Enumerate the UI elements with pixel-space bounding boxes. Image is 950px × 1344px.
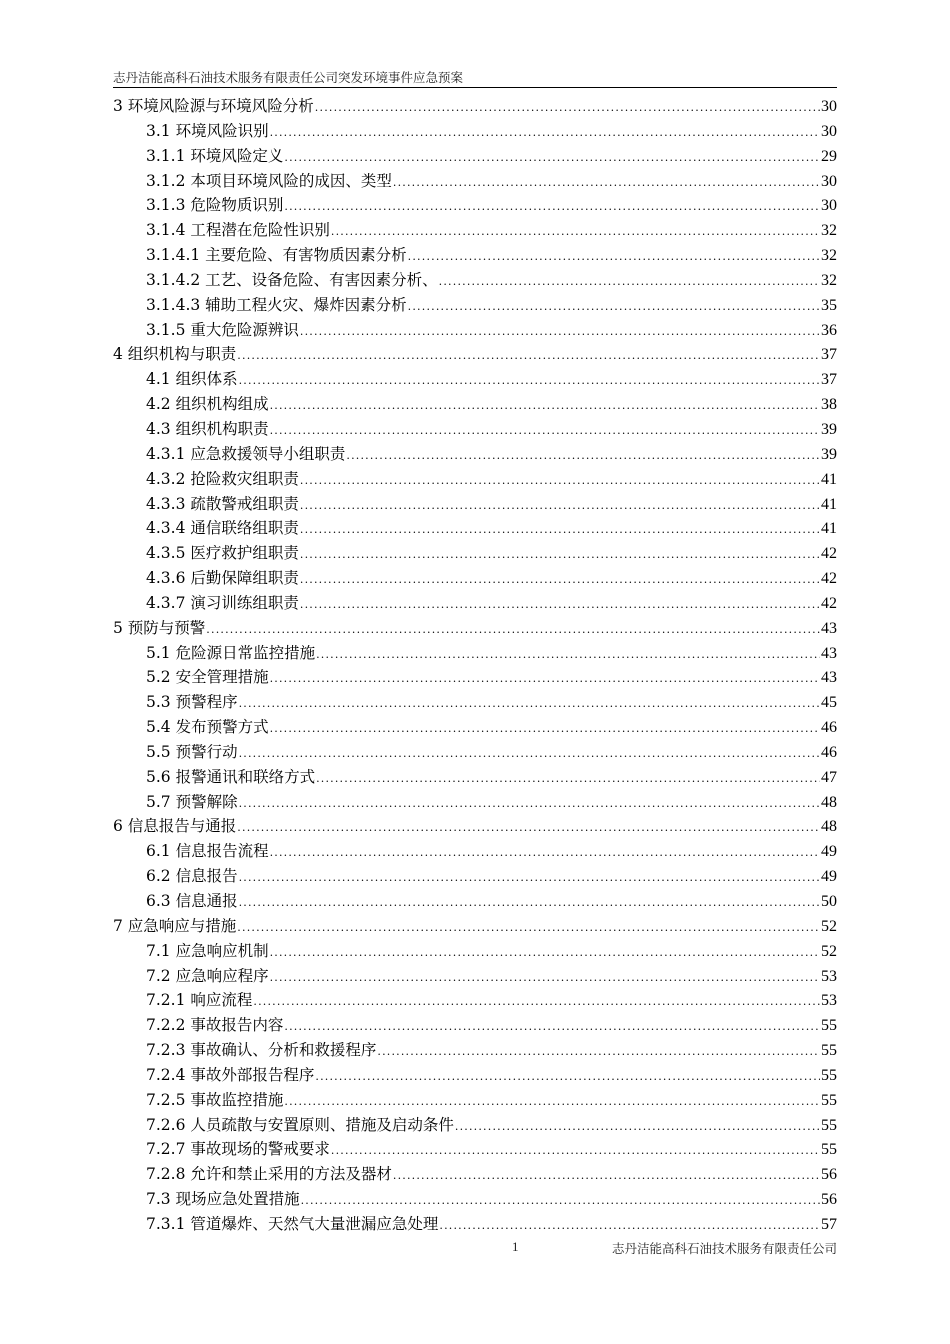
toc-dot-leader: [239, 866, 820, 891]
toc-entry[interactable]: [113, 814, 837, 839]
toc-entry-title: 5.5 预警行动: [146, 742, 238, 761]
toc-entry[interactable]: [113, 218, 837, 243]
toc-entry[interactable]: [113, 1162, 837, 1187]
toc-dot-leader: [300, 568, 820, 593]
toc-dot-leader: [239, 742, 820, 767]
toc-entry[interactable]: [113, 1137, 837, 1162]
toc-entry-page: 29: [821, 147, 837, 165]
toc-dot-leader: [270, 419, 820, 444]
toc-entry-page: 47: [821, 768, 837, 786]
toc-entry[interactable]: [113, 144, 837, 169]
toc-entry-page: 41: [821, 520, 837, 538]
toc-dot-leader: [239, 792, 820, 817]
toc-dot-leader: [300, 469, 820, 494]
toc-entry-title: 6.2 信息报告: [146, 867, 238, 886]
toc-entry[interactable]: [113, 417, 837, 442]
toc-dot-leader: [408, 245, 820, 270]
toc-entry-title: 4.3.3 疏散警戒组职责: [146, 494, 299, 513]
toc-entry[interactable]: [113, 318, 837, 343]
toc-entry-page: 30: [821, 172, 837, 190]
toc-entry-page: 41: [821, 495, 837, 513]
toc-entry-page: 32: [821, 222, 837, 240]
toc-entry[interactable]: [113, 367, 837, 392]
toc-entry[interactable]: [113, 765, 837, 790]
toc-entry-page: 38: [821, 396, 837, 414]
toc-entry-page: 30: [821, 197, 837, 215]
toc-dot-leader: [315, 96, 820, 121]
toc-dot-leader: [284, 1015, 820, 1040]
toc-entry-title: 4.1 组织体系: [146, 370, 238, 389]
toc-entry-page: 32: [821, 271, 837, 289]
toc-entry-page: 37: [821, 371, 837, 389]
toc-dot-leader: [237, 916, 820, 941]
toc-dot-leader: [300, 518, 820, 543]
toc-entry-title: 5 预防与预警: [113, 618, 206, 637]
toc-entry-title: 3.1.4.3 辅助工程火灾、爆炸因素分析: [146, 295, 407, 314]
toc-entry-page: 56: [821, 1166, 837, 1184]
toc-entry[interactable]: [113, 1038, 837, 1063]
toc-entry[interactable]: [113, 516, 837, 541]
toc-entry[interactable]: [113, 988, 837, 1013]
toc-entry-page: 57: [821, 1215, 837, 1233]
toc-entry-page: 55: [821, 1141, 837, 1159]
toc-entry-page: 43: [821, 669, 837, 687]
toc-entry-page: 32: [821, 247, 837, 265]
toc-entry-title: 7.2.1 响应流程: [146, 991, 253, 1010]
toc-entry[interactable]: [113, 790, 837, 815]
toc-entry-page: 53: [821, 992, 837, 1010]
toc-entry-title: 3.1.4 工程潜在危险性识别: [146, 221, 330, 240]
table-of-contents: [113, 94, 837, 1237]
toc-entry-title: 7 应急响应与措施: [113, 916, 237, 935]
toc-entry-page: 55: [821, 1116, 837, 1134]
toc-entry[interactable]: [113, 1187, 837, 1212]
toc-entry-title: 3.1.5 重大危险源辨识: [146, 320, 299, 339]
toc-entry-title: 5.7 预警解除: [146, 792, 238, 811]
toc-dot-leader: [270, 121, 820, 146]
toc-entry-title: 7.1 应急响应机制: [146, 941, 269, 960]
toc-entry-title: 7.2.4 事故外部报告程序: [146, 1065, 315, 1084]
toc-dot-leader: [439, 270, 820, 295]
toc-dot-leader: [270, 841, 820, 866]
toc-dot-leader: [408, 295, 820, 320]
toc-entry[interactable]: [113, 1063, 837, 1088]
toc-entry-title: 3.1.4.2 工艺、设备危险、有害因素分析、: [146, 270, 438, 289]
toc-entry-page: 36: [821, 321, 837, 339]
toc-entry-title: 5.2 安全管理措施: [146, 668, 269, 687]
toc-entry-page: 52: [821, 942, 837, 960]
toc-dot-leader: [270, 717, 820, 742]
toc-entry-title: 3.1 环境风险识别: [146, 121, 269, 140]
toc-entry-page: 55: [821, 1066, 837, 1084]
toc-dot-leader: [301, 1189, 820, 1214]
toc-entry-title: 4.3 组织机构职责: [146, 419, 269, 438]
toc-dot-leader: [346, 444, 820, 469]
toc-entry-page: 43: [821, 644, 837, 662]
footer-page-number: 1: [512, 1239, 519, 1254]
toc-entry[interactable]: [113, 94, 837, 119]
toc-dot-leader: [270, 667, 820, 692]
toc-entry-title: 4.3.1 应急救援领导小组职责: [146, 444, 346, 463]
toc-entry[interactable]: [113, 342, 837, 367]
toc-dot-leader: [300, 593, 820, 618]
toc-entry-page: 42: [821, 570, 837, 588]
toc-dot-leader: [300, 543, 820, 568]
toc-entry[interactable]: [113, 939, 837, 964]
toc-entry-page: 30: [821, 122, 837, 140]
toc-entry[interactable]: [113, 591, 837, 616]
toc-entry[interactable]: [113, 715, 837, 740]
toc-entry-title: 4.3.2 抢险救灾组职责: [146, 469, 299, 488]
toc-entry-page: 49: [821, 843, 837, 861]
toc-dot-leader: [270, 941, 820, 966]
toc-entry-page: 43: [821, 619, 837, 637]
toc-entry[interactable]: [113, 1013, 837, 1038]
toc-entry[interactable]: [113, 641, 837, 666]
toc-dot-leader: [284, 195, 820, 220]
toc-entry-title: 3.1.1 环境风险定义: [146, 146, 284, 165]
toc-entry-title: 4.3.5 医疗救护组职责: [146, 544, 299, 563]
toc-entry-page: 52: [821, 917, 837, 935]
toc-dot-leader: [270, 966, 820, 991]
running-header: 志丹洁能高科石油技术服务有限责任公司突发环境事件应急预案: [113, 70, 464, 85]
toc-dot-leader: [270, 394, 820, 419]
toc-entry-title: 7.2 应急响应程序: [146, 966, 269, 985]
toc-dot-leader: [316, 767, 820, 792]
toc-entry-title: 4.2 组织机构组成: [146, 395, 269, 414]
toc-dot-leader: [316, 643, 820, 668]
toc-entry-page: 49: [821, 868, 837, 886]
toc-entry-title: 7.2.8 允许和禁止采用的方法及器材: [146, 1165, 392, 1184]
toc-dot-leader: [239, 692, 820, 717]
toc-entry-title: 6.1 信息报告流程: [146, 842, 269, 861]
toc-entry-page: 41: [821, 470, 837, 488]
toc-entry[interactable]: [113, 665, 837, 690]
toc-dot-leader: [284, 1090, 820, 1115]
toc-entry-title: 7.3 现场应急处置措施: [146, 1190, 300, 1209]
toc-entry-title: 5.4 发布预警方式: [146, 718, 269, 737]
toc-entry[interactable]: [113, 268, 837, 293]
toc-entry-title: 4.3.7 演习训练组职责: [146, 593, 299, 612]
toc-entry[interactable]: [113, 690, 837, 715]
toc-entry[interactable]: [113, 889, 837, 914]
toc-entry-page: 50: [821, 893, 837, 910]
toc-entry[interactable]: [113, 541, 837, 566]
toc-entry[interactable]: [113, 1113, 837, 1138]
toc-dot-leader: [300, 320, 820, 345]
toc-entry[interactable]: [113, 914, 837, 939]
toc-entry-page: 55: [821, 1017, 837, 1035]
toc-entry[interactable]: [113, 740, 837, 765]
toc-entry[interactable]: [113, 964, 837, 989]
toc-entry[interactable]: [113, 1088, 837, 1113]
toc-entry-title: 3.1.2 本项目环境风险的成因、类型: [146, 171, 392, 190]
toc-entry-title: 4 组织机构与职责: [113, 345, 237, 364]
toc-dot-leader: [377, 1040, 820, 1065]
toc-entry[interactable]: [113, 193, 837, 218]
toc-entry-title: 3 环境风险源与环境风险分析: [113, 97, 314, 115]
toc-entry-title: 4.3.6 后勤保障组职责: [146, 569, 299, 588]
toc-entry-title: 3.1.3 危险物质识别: [146, 196, 284, 215]
toc-dot-leader: [315, 1065, 820, 1090]
toc-dot-leader: [237, 344, 820, 369]
toc-entry-title: 6 信息报告与通报: [113, 817, 237, 836]
toc-entry[interactable]: [113, 839, 837, 864]
toc-entry-page: 55: [821, 1042, 837, 1060]
toc-entry-title: 5.1 危险源日常监控措施: [146, 643, 316, 662]
toc-entry-title: 7.2.2 事故报告内容: [146, 1016, 284, 1035]
toc-entry-title: 7.2.7 事故现场的警戒要求: [146, 1140, 330, 1159]
toc-dot-leader: [239, 891, 820, 916]
footer-organization: 志丹洁能高科石油技术服务有限责任公司: [611, 1241, 837, 1256]
toc-entry-page: 48: [821, 818, 837, 836]
toc-entry[interactable]: [113, 864, 837, 889]
toc-entry-page: 48: [821, 793, 837, 811]
toc-entry[interactable]: [113, 492, 837, 517]
toc-entry-title: 5.3 预警程序: [146, 693, 238, 712]
toc-dot-leader: [206, 618, 820, 643]
toc-entry[interactable]: [113, 1212, 837, 1237]
toc-entry-title: 7.2.5 事故监控措施: [146, 1090, 284, 1109]
toc-entry-page: 35: [821, 296, 837, 314]
toc-entry[interactable]: [113, 566, 837, 591]
toc-entry[interactable]: [113, 442, 837, 467]
toc-entry[interactable]: [113, 169, 837, 194]
toc-entry-title: 7.2.6 人员疏散与安置原则、措施及启动条件: [146, 1115, 454, 1134]
toc-dot-leader: [331, 220, 820, 245]
toc-dot-leader: [455, 1115, 820, 1140]
toc-entry-page: 39: [821, 445, 837, 463]
toc-entry-page: 42: [821, 545, 837, 563]
toc-dot-leader: [393, 171, 820, 196]
toc-entry[interactable]: [113, 616, 837, 641]
toc-dot-leader: [300, 494, 820, 519]
toc-entry-page: 56: [821, 1191, 837, 1209]
toc-entry-title: 7.2.3 事故确认、分析和救援程序: [146, 1041, 377, 1060]
toc-entry-page: 53: [821, 967, 837, 985]
toc-entry-page: 30: [821, 98, 837, 115]
toc-dot-leader: [237, 816, 820, 841]
toc-entry-page: 39: [821, 420, 837, 438]
toc-entry-page: 45: [821, 694, 837, 712]
toc-entry-page: 46: [821, 719, 837, 737]
toc-dot-leader: [253, 990, 820, 1015]
toc-entry[interactable]: [113, 293, 837, 318]
toc-dot-leader: [284, 146, 820, 171]
toc-dot-leader: [393, 1164, 820, 1189]
toc-entry-page: 55: [821, 1091, 837, 1109]
header-rule: [113, 87, 837, 88]
toc-dot-leader: [239, 369, 820, 394]
toc-dot-leader: [331, 1139, 820, 1164]
toc-entry-title: 3.1.4.1 主要危险、有害物质因素分析: [146, 246, 407, 265]
toc-entry-title: 4.3.4 通信联络组职责: [146, 519, 299, 538]
toc-entry-title: 5.6 报警通讯和联络方式: [146, 767, 316, 786]
toc-dot-leader: [439, 1214, 820, 1239]
toc-entry-page: 37: [821, 346, 837, 364]
toc-entry[interactable]: [113, 243, 837, 268]
toc-entry-page: 42: [821, 594, 837, 612]
toc-entry[interactable]: [113, 467, 837, 492]
toc-entry[interactable]: [113, 119, 837, 144]
toc-entry-title: 7.3.1 管道爆炸、天然气大量泄漏应急处理: [146, 1214, 439, 1233]
toc-entry-title: 6.3 信息通报: [146, 892, 238, 910]
toc-entry[interactable]: [113, 392, 837, 417]
toc-entry-page: 46: [821, 743, 837, 761]
